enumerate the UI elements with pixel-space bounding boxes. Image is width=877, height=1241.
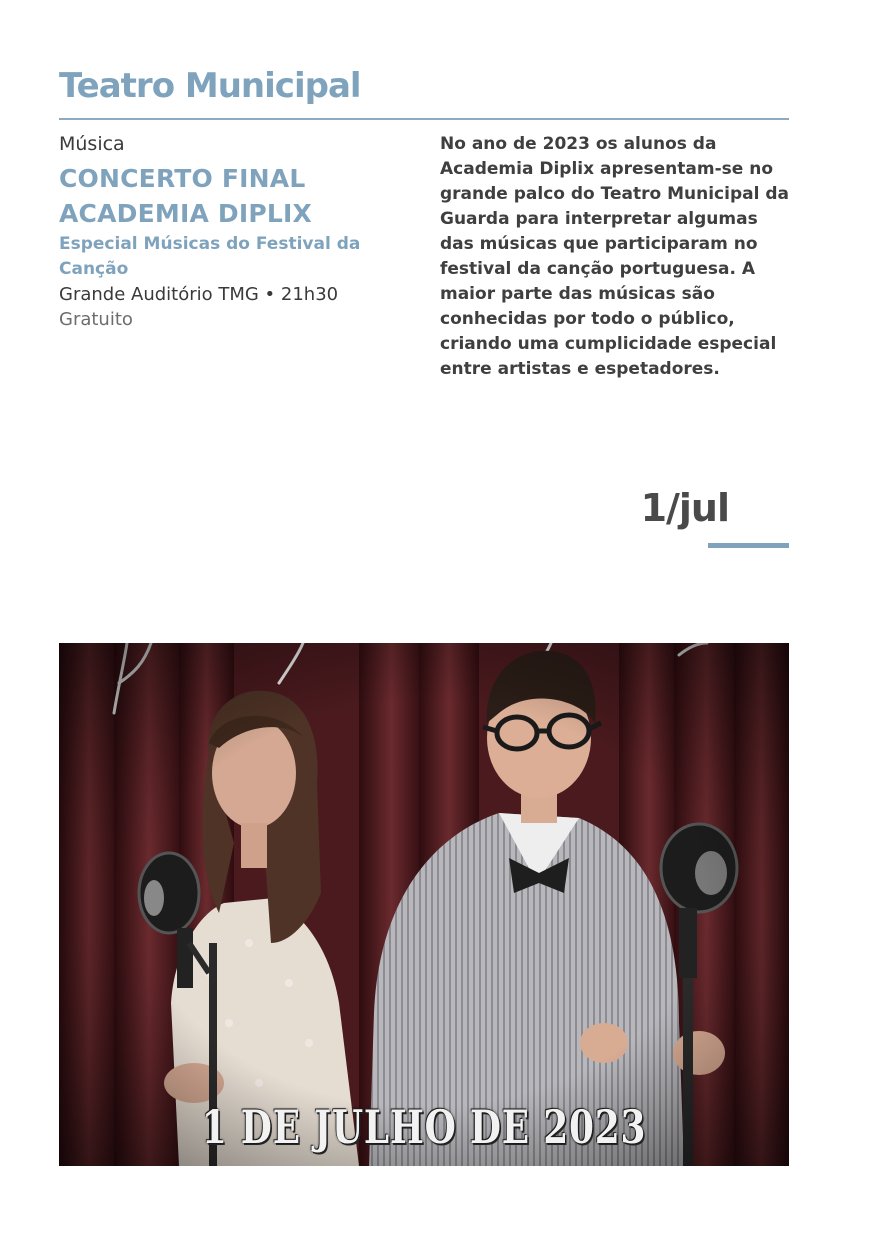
header-divider <box>59 118 789 120</box>
event-subtitle-line2: Canção <box>59 259 129 279</box>
event-subtitle <box>59 232 389 282</box>
event-title <box>59 161 389 231</box>
event-description: No ano de 2023 os alunos da Academia Diplix apresentam-se no grande palco do Teatro Municipal da Guarda para interpretar algumas das músicas que participaram no festival da canção portuguesa. A maior parte das músicas são conhecidas por todo o público, criando uma cumplicidade especial entre artistas e espetadores. <box>440 134 789 379</box>
poster-illustration <box>59 643 789 1166</box>
date-underline <box>708 543 789 548</box>
event-price: Gratuito <box>59 309 133 330</box>
event-category: Música <box>59 133 125 155</box>
event-title-line2: ACADEMIA DIPLIX <box>59 199 312 228</box>
event-venue-time: Grande Auditório TMG • 21h30 <box>59 284 339 305</box>
event-info <box>59 132 389 332</box>
poster-date-text: 1 DE JULHO DE 2023 <box>201 1100 647 1154</box>
event-subtitle-line1: Especial Músicas do Festival da <box>59 234 361 254</box>
event-poster <box>59 643 789 1166</box>
event-date: 1/jul <box>640 486 729 530</box>
venue-title: Teatro Municipal <box>59 66 361 106</box>
event-title-line1: CONCERTO FINAL <box>59 164 306 193</box>
